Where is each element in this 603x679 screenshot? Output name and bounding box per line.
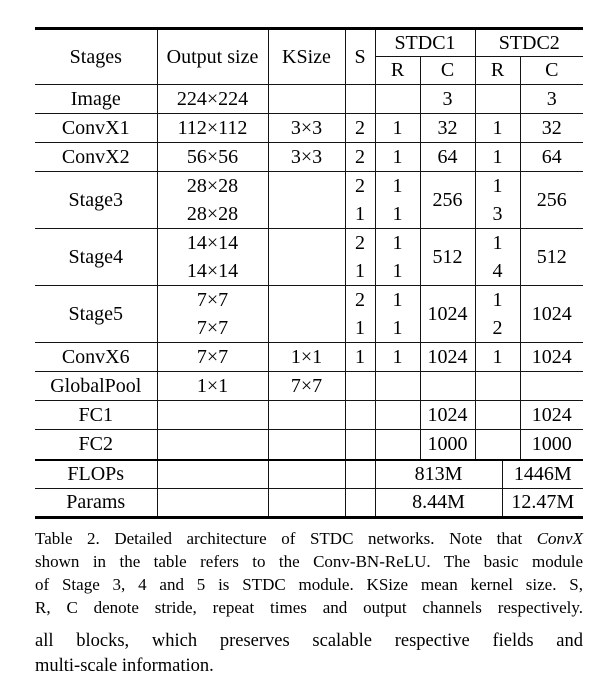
- col-header-stdc1-repeat: R: [375, 57, 420, 85]
- cell-stdc1-channels: 1000: [420, 430, 475, 459]
- cell-line: 2: [355, 175, 365, 197]
- cell-stdc1-repeat: 1: [375, 343, 420, 372]
- cell-ksize: [268, 489, 345, 518]
- cell-stride: [345, 286, 375, 343]
- cell-stride: [345, 372, 375, 401]
- cell-stride: 1: [345, 343, 375, 372]
- cell-stride: [345, 172, 375, 229]
- cell-line: 14×14: [186, 232, 239, 254]
- cell-stride: [345, 489, 375, 518]
- table-row: [35, 372, 583, 401]
- cell-ksize: [268, 430, 345, 459]
- cell-stdc1-channels: 1024: [420, 343, 475, 372]
- cell-stdc2-channels: 32: [520, 114, 583, 143]
- cell-stdc1-channels: 32: [420, 114, 475, 143]
- caption-text: Table 2. Detailed architecture of STDC networks. Note that: [35, 529, 537, 548]
- cell-output-size: [157, 430, 268, 459]
- summary-row: [35, 489, 583, 518]
- table-row: [35, 286, 583, 343]
- cell-stride: [345, 85, 375, 114]
- cell-line: 1: [492, 232, 503, 254]
- cell-line: 2: [355, 232, 365, 254]
- cell-stride: [345, 460, 375, 489]
- summary-table: [35, 459, 583, 520]
- cell-stdc2-repeat: [475, 85, 520, 114]
- cell-stride: [345, 401, 375, 430]
- cell-line: 1: [492, 289, 503, 311]
- cell-output-size: 1×1: [157, 372, 268, 401]
- cell-ksize: [268, 286, 345, 343]
- col-header-stages: Stages: [35, 29, 157, 85]
- cell-stage: FC2: [35, 430, 157, 459]
- cell-stdc1-repeat: [375, 172, 420, 229]
- table-caption: [35, 527, 583, 619]
- cell-stdc2-channels: 1000: [520, 430, 583, 459]
- body-line-1: all blocks, which preserves scalable respective fields and: [35, 631, 583, 651]
- cell-output-size: 112×112: [157, 114, 268, 143]
- cell-line: 2: [492, 317, 503, 339]
- col-header-stdc2-channels: C: [520, 57, 583, 85]
- table-row: [35, 85, 583, 114]
- cell-stdc1-repeat: [375, 229, 420, 286]
- cell-stdc2-repeat: [475, 286, 520, 343]
- cell-stdc1-channels: 64: [420, 143, 475, 172]
- cell-stdc2-repeat: [475, 401, 520, 430]
- cell-stage: ConvX2: [35, 143, 157, 172]
- cell-line: 1: [392, 175, 403, 197]
- cell-stage: GlobalPool: [35, 372, 157, 401]
- cell-stage: Stage5: [35, 286, 157, 343]
- cell-stdc1-repeat: [375, 372, 420, 401]
- cell-stdc2-channels: 1024: [520, 343, 583, 372]
- cell-stdc1-repeat: 1: [375, 143, 420, 172]
- cell-stdc2-value: 1446M: [502, 460, 583, 489]
- cell-output-size: [157, 489, 268, 518]
- col-header-stdc1: STDC1: [375, 29, 475, 57]
- cell-ksize: [268, 172, 345, 229]
- caption-line-2: shown in the table refers to the Conv-BN-ReLU. The basic module: [35, 552, 583, 571]
- cell-ksize: 3×3: [268, 114, 345, 143]
- cell-line: 1: [355, 317, 365, 339]
- table-row: [35, 114, 583, 143]
- cell-line: 28×28: [186, 203, 239, 225]
- table-row: [35, 229, 583, 286]
- cell-ksize: 7×7: [268, 372, 345, 401]
- cell-stdc2-channels: 512: [520, 229, 583, 286]
- table-row: [35, 343, 583, 372]
- col-header-stdc2: STDC2: [475, 29, 583, 57]
- cell-output-size: [157, 229, 268, 286]
- cell-stdc1-repeat: 1: [375, 114, 420, 143]
- cell-label: FLOPs: [35, 460, 157, 489]
- cell-stride: 2: [345, 114, 375, 143]
- cell-line: 28×28: [186, 175, 239, 197]
- cell-stage: FC1: [35, 401, 157, 430]
- table-row: [35, 401, 583, 430]
- cell-stdc1-value: 8.44M: [375, 489, 502, 518]
- cell-stdc2-channels: 1024: [520, 401, 583, 430]
- cell-stdc1-repeat: [375, 85, 420, 114]
- col-header-stride: S: [345, 29, 375, 85]
- cell-stdc1-repeat: [375, 286, 420, 343]
- cell-stage: Image: [35, 85, 157, 114]
- col-header-output-size: Output size: [157, 29, 268, 85]
- cell-stdc2-repeat: 1: [475, 114, 520, 143]
- cell-stdc1-repeat: [375, 430, 420, 459]
- cell-line: 1: [392, 289, 403, 311]
- cell-stdc1-channels: 256: [420, 172, 475, 229]
- cell-ksize: [268, 229, 345, 286]
- cell-ksize: 1×1: [268, 343, 345, 372]
- cell-stage: ConvX1: [35, 114, 157, 143]
- table-body: [35, 85, 583, 459]
- col-header-stdc2-repeat: R: [475, 57, 520, 85]
- cell-line: 1: [392, 260, 403, 282]
- cell-stdc1-channels: 3: [420, 85, 475, 114]
- cell-line: 7×7: [196, 317, 229, 339]
- cell-line: 3: [492, 203, 503, 225]
- cell-ksize: 3×3: [268, 143, 345, 172]
- cell-line: 1: [392, 317, 403, 339]
- cell-stdc2-channels: 1024: [520, 286, 583, 343]
- cell-stdc1-channels: 512: [420, 229, 475, 286]
- cell-line: 1: [392, 232, 403, 254]
- cell-stdc1-channels: [420, 372, 475, 401]
- cell-ksize: [268, 401, 345, 430]
- cell-stdc2-channels: 64: [520, 143, 583, 172]
- summary-body: [35, 460, 583, 518]
- col-header-ksize: KSize: [268, 29, 345, 85]
- cell-line: 14×14: [186, 260, 239, 282]
- cell-stdc2-channels: 256: [520, 172, 583, 229]
- cell-stride: [345, 430, 375, 459]
- cell-line: 7×7: [196, 289, 229, 311]
- col-header-stdc1-channels: C: [420, 57, 475, 85]
- cell-output-size: [157, 401, 268, 430]
- cell-ksize: [268, 85, 345, 114]
- architecture-table: [35, 27, 583, 459]
- cell-stdc2-channels: [520, 372, 583, 401]
- cell-stdc2-repeat: [475, 372, 520, 401]
- cell-stage: Stage4: [35, 229, 157, 286]
- cell-line: 4: [492, 260, 503, 282]
- cell-stage: Stage3: [35, 172, 157, 229]
- cell-stdc1-value: 813M: [375, 460, 502, 489]
- cell-output-size: 56×56: [157, 143, 268, 172]
- summary-row: [35, 460, 583, 489]
- cell-stdc2-value: 12.47M: [502, 489, 583, 518]
- table-row: [35, 143, 583, 172]
- caption-line-1: [35, 527, 583, 550]
- cell-label: Params: [35, 489, 157, 518]
- cell-stride: 2: [345, 143, 375, 172]
- cell-stdc2-repeat: 1: [475, 343, 520, 372]
- cell-stdc2-repeat: [475, 430, 520, 459]
- caption-italic-convx: ConvX: [536, 529, 583, 548]
- cell-line: 1: [355, 203, 365, 225]
- header-row-1: [35, 29, 583, 57]
- cell-output-size: 7×7: [157, 343, 268, 372]
- cell-stdc2-repeat: [475, 172, 520, 229]
- cell-stdc1-channels: 1024: [420, 401, 475, 430]
- cell-line: 1: [392, 203, 403, 225]
- caption-line-4: R, C denote stride, repeat times and output channels respectively.: [35, 598, 583, 617]
- cell-stage: ConvX6: [35, 343, 157, 372]
- body-paragraph: [35, 629, 583, 679]
- cell-line: 1: [355, 260, 365, 282]
- cell-output-size: 224×224: [157, 85, 268, 114]
- body-line-2: multi-scale information.: [35, 656, 214, 676]
- cell-line: 1: [492, 175, 503, 197]
- table-row: [35, 172, 583, 229]
- cell-ksize: [268, 460, 345, 489]
- cell-stdc2-repeat: 1: [475, 143, 520, 172]
- cell-stdc2-channels: 3: [520, 85, 583, 114]
- caption-line-3: of Stage 3, 4 and 5 is STDC module. KSize mean kernel size. S,: [35, 575, 583, 594]
- cell-stdc1-repeat: [375, 401, 420, 430]
- cell-line: 2: [355, 289, 365, 311]
- cell-output-size: [157, 172, 268, 229]
- cell-stride: [345, 229, 375, 286]
- cell-stdc1-channels: 1024: [420, 286, 475, 343]
- cell-stdc2-repeat: [475, 229, 520, 286]
- table-row: [35, 430, 583, 459]
- cell-output-size: [157, 460, 268, 489]
- cell-output-size: [157, 286, 268, 343]
